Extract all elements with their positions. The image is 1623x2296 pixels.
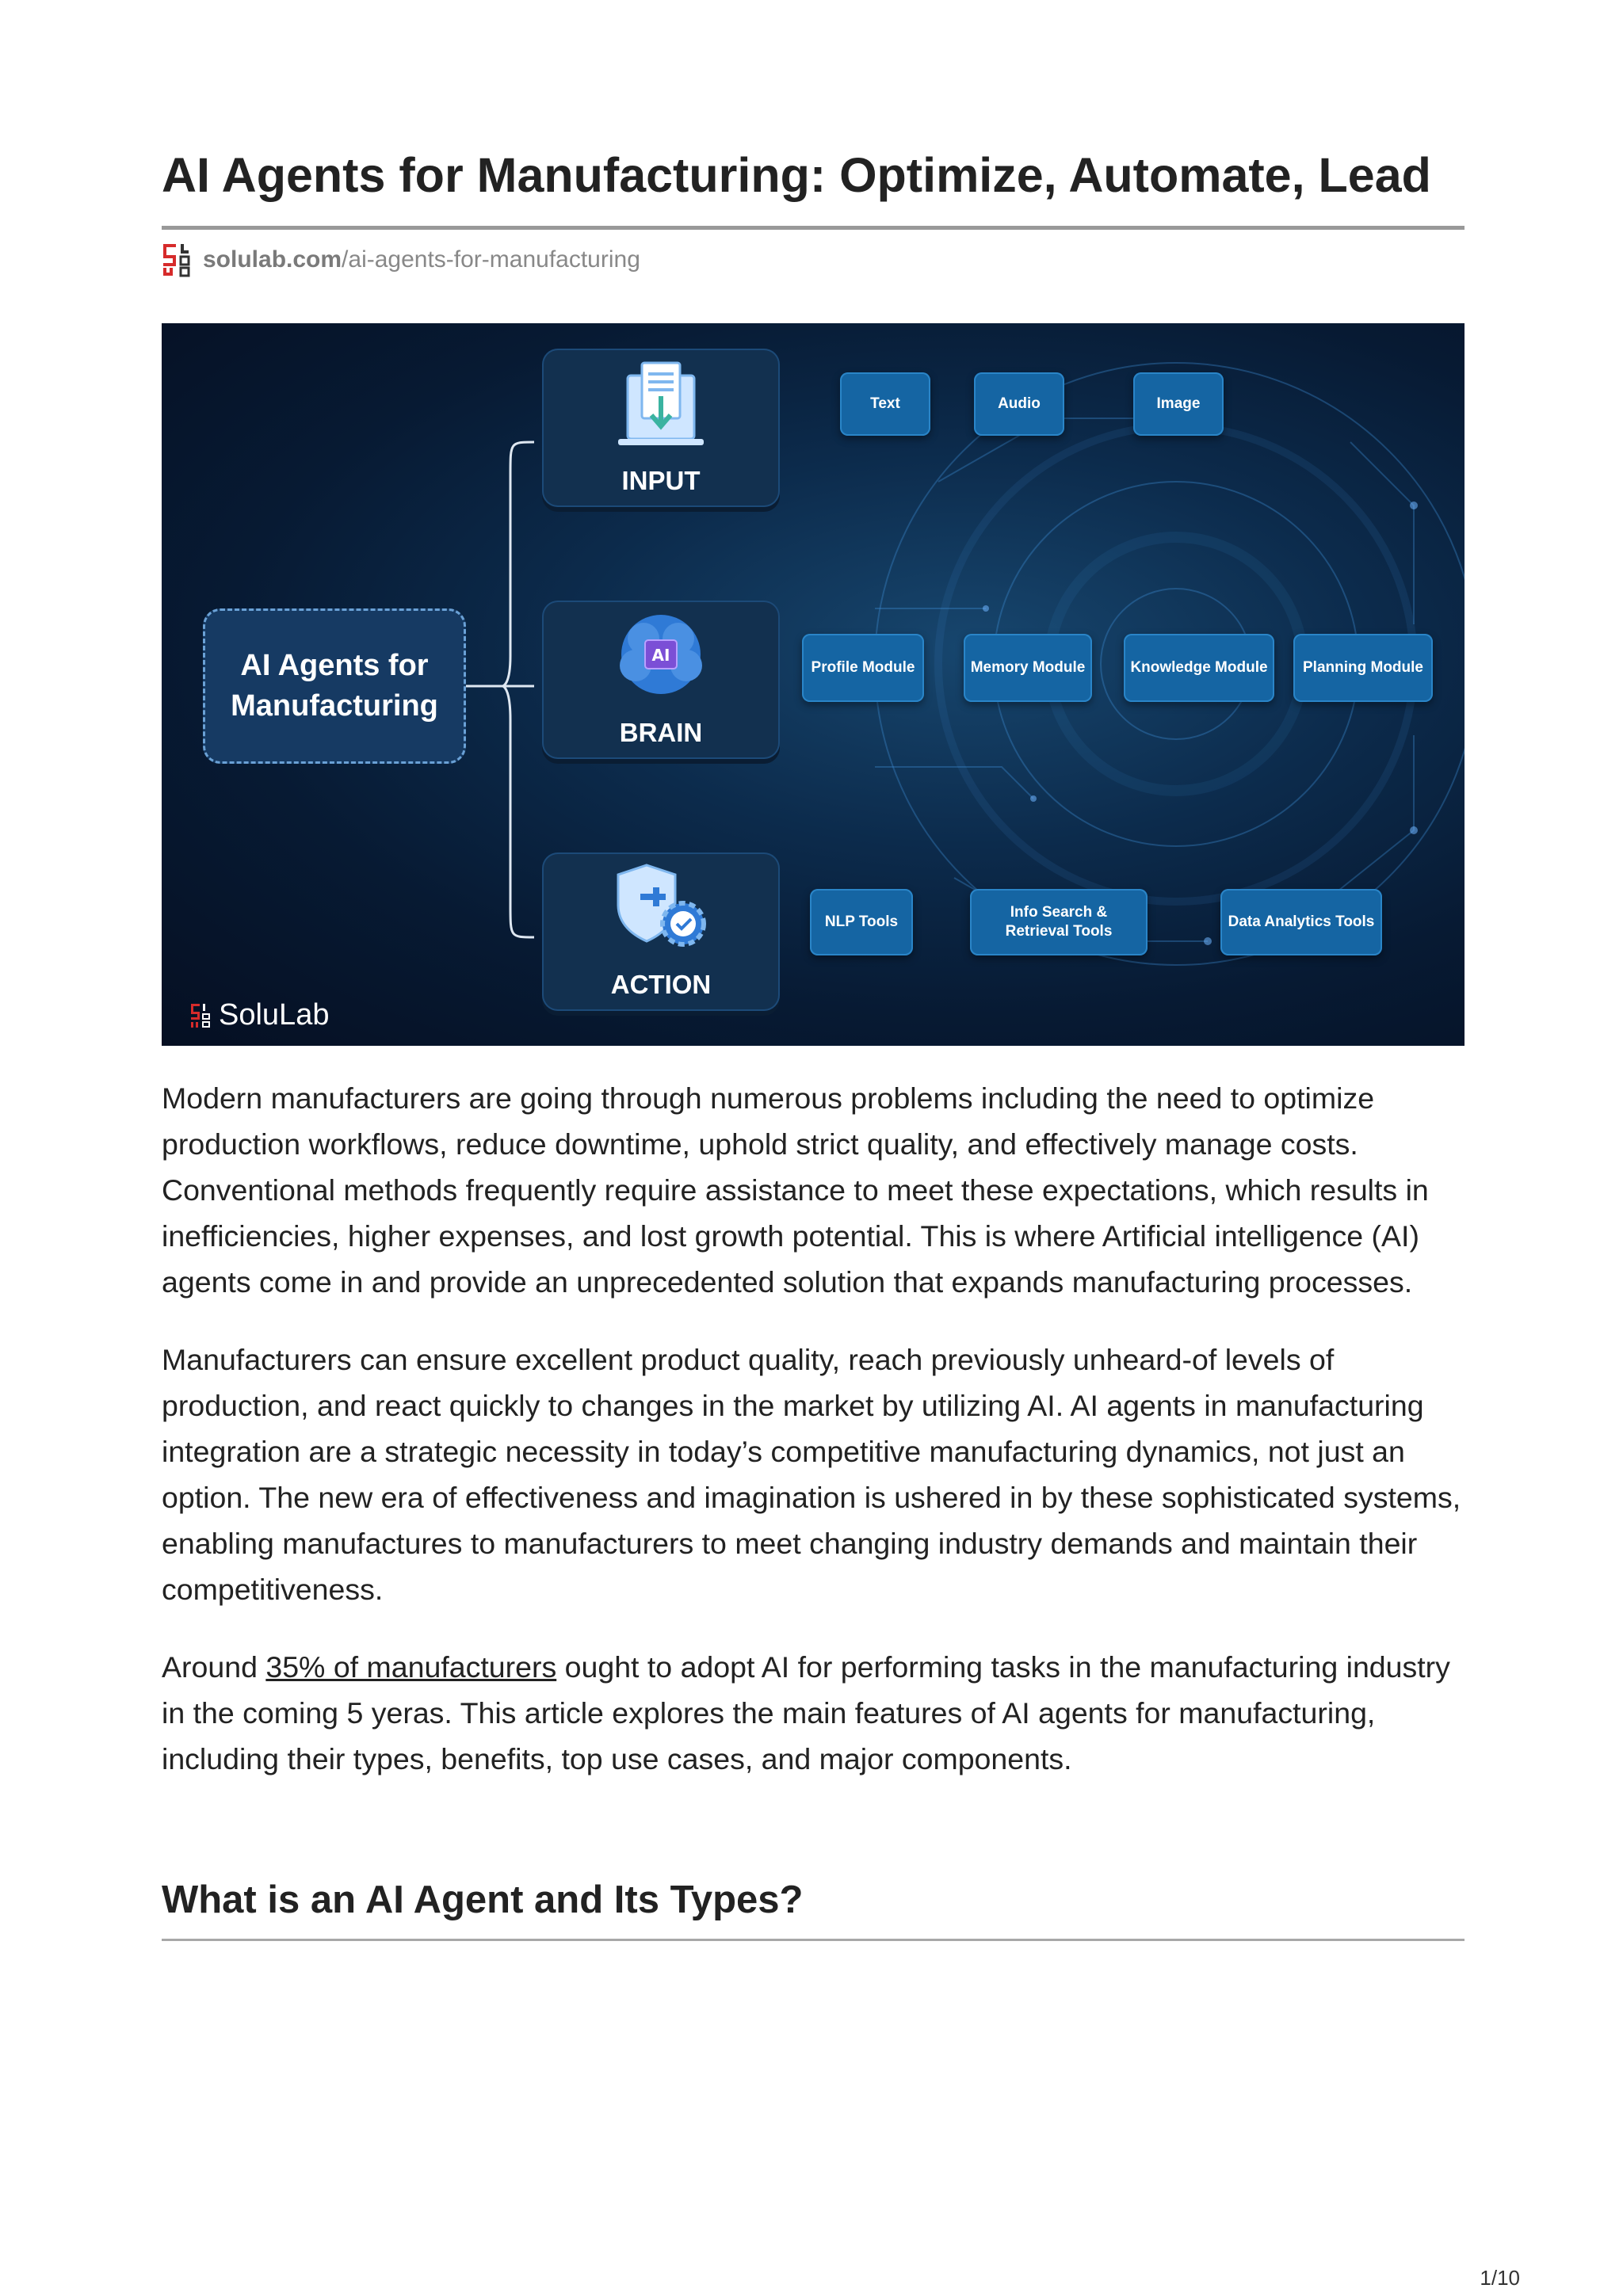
source-line xyxy=(162,242,640,277)
section-heading: What is an AI Agent and Its Types? xyxy=(162,1878,804,1921)
section-divider xyxy=(162,1939,1465,1941)
brain-chip-memory: Memory Module xyxy=(964,634,1092,702)
input-chip-text: Text xyxy=(840,372,930,436)
title-divider xyxy=(162,226,1465,230)
paragraph-3-start: Around xyxy=(162,1650,266,1684)
solulab-logo-icon xyxy=(162,242,193,277)
svg-text:AI: AI xyxy=(651,646,670,665)
brain-chip-knowledge: Knowledge Module xyxy=(1124,634,1274,702)
source-domain: solulab.com xyxy=(203,246,342,273)
brain-chip-profile: Profile Module xyxy=(802,634,924,702)
action-stage xyxy=(542,852,780,1011)
hero-image xyxy=(162,323,1465,1046)
action-chip-data-analytics: Data Analytics Tools xyxy=(1220,889,1382,955)
document-download-icon xyxy=(542,349,780,460)
input-stage xyxy=(542,349,780,507)
source-url[interactable] xyxy=(203,246,640,273)
shield-gear-icon xyxy=(542,852,780,963)
page-number: 1/10 xyxy=(1480,2266,1520,2290)
paragraph-3-end: ought to adopt AI for performing tasks in the manufacturing industry in the coming 5 yeras. This article explores the main features of AI agents for manufacturing, including their types, benefits, top use cases, and major components. xyxy=(162,1650,1450,1775)
input-chip-image: Image xyxy=(1133,372,1224,436)
paragraph-1: Modern manufacturers are going through numerous problems including the need to optimize production workflows, reduce downtime, uphold strict quality, and effectively manage costs. Conventional methods frequently require assistance to meet these expectations, which results in inefficiencies, higher expenses, and lost growth potential. This is where Artificial intelligence (AI) agents come in and provide an unprecedented solution that expands manufacturing processes. xyxy=(162,1081,1429,1299)
brain-label: BRAIN xyxy=(619,718,703,747)
paragraph-2: Manufacturers can ensure excellent product quality, reach previously unheard-of levels of production, and react quickly to changes in the market by utilizing AI. AI agents in manufacturing integration are a strategic necessity in today’s competitive manufacturing dynamics, not just an option. The new era of effectiveness and imagination is ushered in by these sophisticated systems, enabling manufactures to manufacturers to meet changing industry demands and maintain their competitiveness. xyxy=(162,1343,1461,1606)
ai-agents-hub: AI Agents for Manufacturing xyxy=(203,608,466,764)
input-label: INPUT xyxy=(621,466,701,495)
action-chip-nlp: NLP Tools xyxy=(810,889,913,955)
paragraph-3 xyxy=(162,1644,1469,1782)
ai-brain-icon xyxy=(542,601,780,711)
action-label: ACTION xyxy=(610,970,712,999)
manufacturers-stat-link[interactable]: 35% of manufacturers xyxy=(265,1650,557,1684)
input-chip-audio: Audio xyxy=(974,372,1064,436)
article-title: AI Agents for Manufacturing: Optimize, Automate, Lead xyxy=(162,148,1431,202)
source-path: /ai-agents-for-manufacturing xyxy=(342,246,640,273)
action-chip-info-search: Info Search & Retrieval Tools xyxy=(970,889,1148,955)
brain-stage xyxy=(542,601,780,759)
brain-chip-planning: Planning Module xyxy=(1293,634,1433,702)
solulab-brand-icon xyxy=(190,1003,212,1028)
solulab-brand xyxy=(190,998,329,1032)
brand-name: SoluLab xyxy=(219,998,330,1032)
article-body xyxy=(162,1075,1469,1814)
